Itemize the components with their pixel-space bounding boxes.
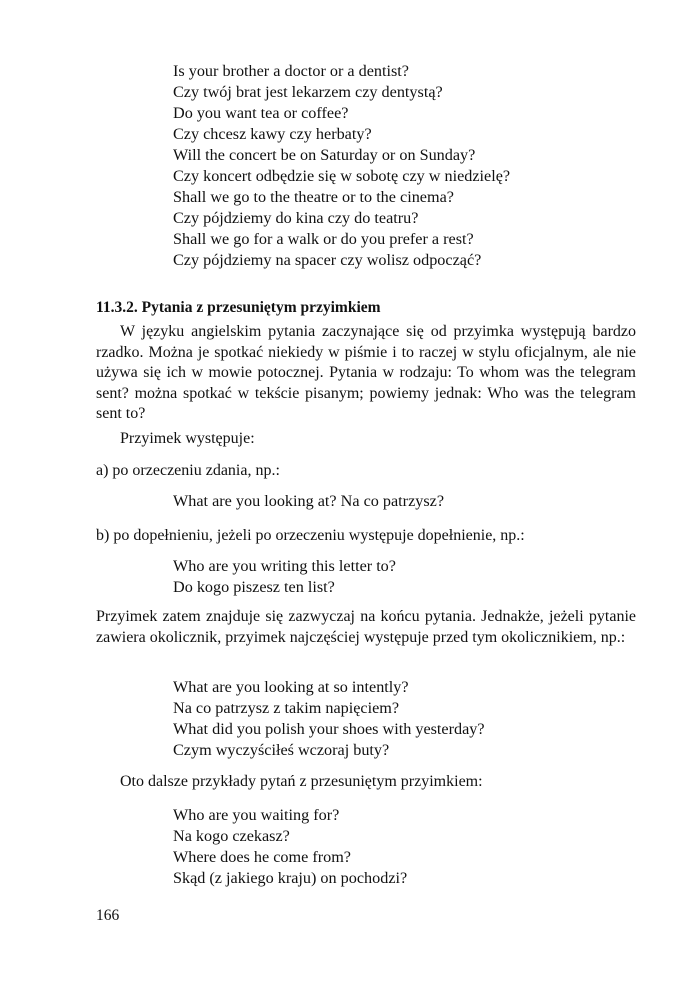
example-line: Shall we go for a walk or do you prefer a rest? [173, 230, 474, 248]
example-line: Shall we go to the theatre or to the cinema? [173, 188, 454, 206]
example-line: Czy twój brat jest lekarzem czy dentystą? [173, 83, 443, 101]
examples-a [173, 491, 444, 512]
example-line: What did you polish your shoes with yesterday? [173, 720, 485, 738]
examples-b [173, 556, 396, 598]
example-line: Will the concert be on Saturday or on Sunday? [173, 146, 476, 164]
examples-c [173, 677, 485, 761]
example-line: Who are you writing this letter to? [173, 557, 396, 575]
example-line: Do you want tea or coffee? [173, 104, 349, 122]
case-a-label: a) po orzeczeniu zdania, np.: [96, 462, 280, 479]
intro-paragraph: W języku angielskim pytania zaczynające się od przyimka występują bardzo rzadko. Można je spotkać niekiedy w piśmie i to raczej w stylu oficjalnym, ale nie używa się ich w mowie potocznej. Pytania w rodzaju: To whom was the telegram sent? można spotkać w tekście pisanym; powiemy jednak: Who was the telegram sent to? [96, 323, 636, 423]
example-line: Czy pójdziemy do kina czy do teatru? [173, 209, 419, 227]
end-paragraph: Przyimek zatem znajduje się zazwyczaj na końcu pytania. Jednakże, jeżeli pytanie zawiera okolicznik, przyimek najczęściej występuje przed tym okolicznikiem, np.: [96, 608, 636, 646]
examples-top [173, 61, 510, 271]
preposition-intro: Przyimek występuje: [120, 430, 255, 447]
example-line: Who are you waiting for? [173, 806, 340, 824]
example-line: Czy koncert odbędzie się w sobotę czy w niedzielę? [173, 167, 511, 185]
more-examples-intro: Oto dalsze przykłady pytań z przesuniętym przyimkiem: [120, 773, 483, 790]
example-line: What are you looking at? Na co patrzysz? [173, 492, 445, 510]
example-line: Is your brother a doctor or a dentist? [173, 62, 409, 80]
examples-d [173, 805, 407, 889]
section-heading: 11.3.2. Pytania z przesuniętym przyimkiem [96, 299, 381, 316]
example-line: Na kogo czekasz? [173, 827, 290, 845]
example-line: Czy pójdziemy na spacer czy wolisz odpocząć? [173, 251, 482, 269]
example-line: Do kogo piszesz ten list? [173, 578, 335, 596]
example-line: Skąd (z jakiego kraju) on pochodzi? [173, 869, 408, 887]
example-line: Na co patrzysz z takim napięciem? [173, 699, 400, 717]
case-b-label: b) po dopełnieniu, jeżeli po orzeczeniu występuje dopełnienie, np.: [96, 527, 525, 544]
page-number: 166 [96, 907, 120, 924]
example-line: What are you looking at so intently? [173, 678, 409, 696]
example-line: Czy chcesz kawy czy herbaty? [173, 125, 372, 143]
example-line: Where does he come from? [173, 848, 351, 866]
example-line: Czym wyczyściłeś wczoraj buty? [173, 741, 390, 759]
